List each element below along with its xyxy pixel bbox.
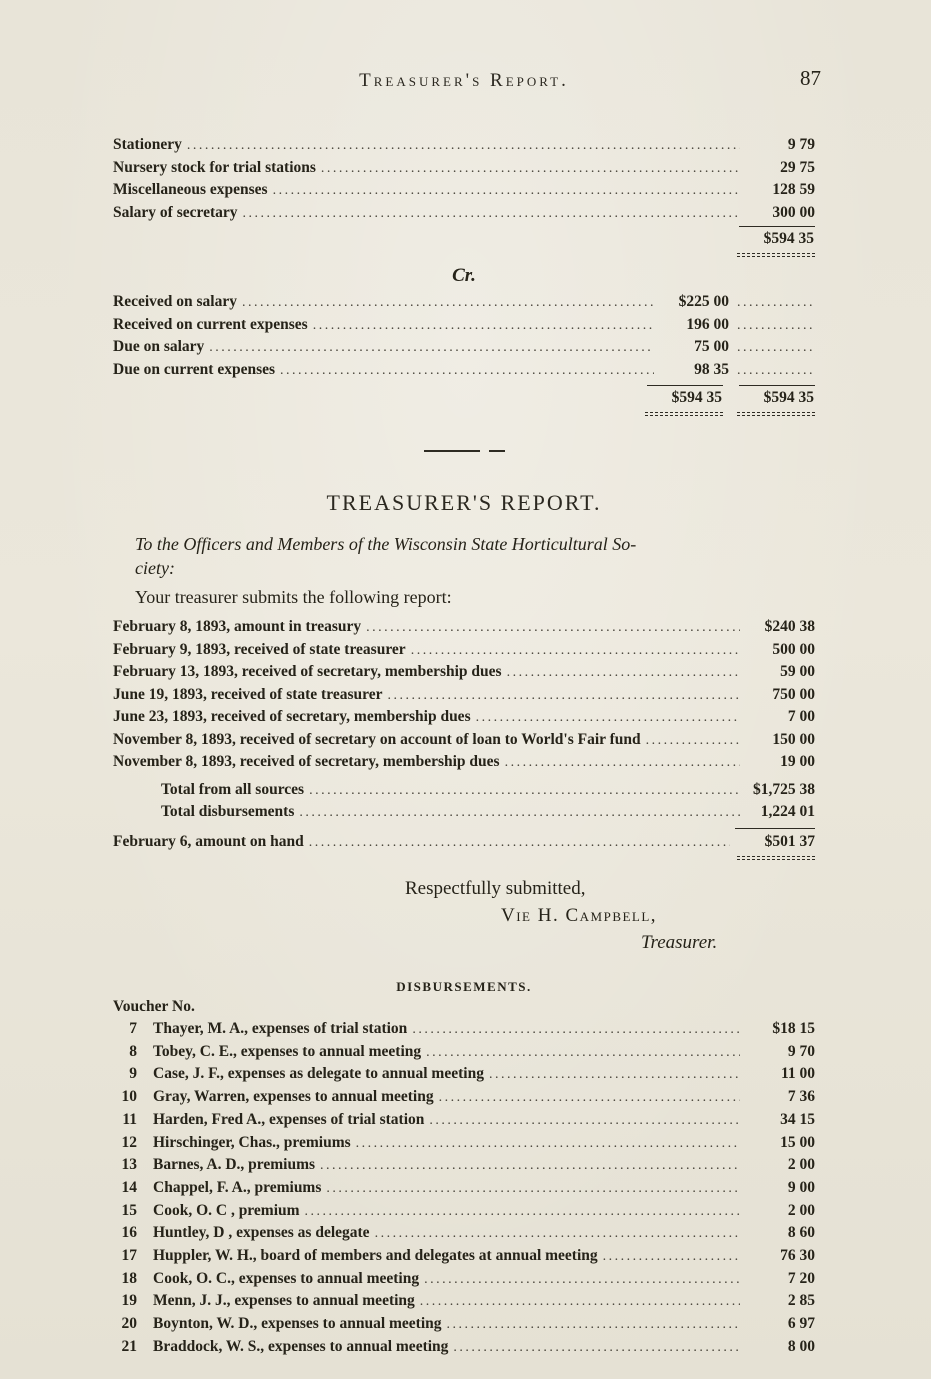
dot-leader [273,179,740,200]
disbursement-row [113,1336,815,1359]
entry-amount: 19 00 [780,753,815,770]
disbursement-row [113,1132,815,1155]
dot-leader [305,1200,740,1221]
dot-leader [242,291,654,312]
total-amount: $594 35 [739,385,815,409]
entry-amount: 500 00 [772,640,815,658]
voucher-number: 7 [129,1020,137,1037]
signature-name: Vie H. Campbell, [501,905,658,926]
entry-amount: $18 15 [772,1020,815,1037]
entry-label: February 8, 1893, amount in treasury [113,618,362,635]
salutation-line-1: To the Officers and Members of the Wisconsin State Horticultural So- [135,534,637,554]
dot-leader [453,1336,740,1357]
ledger-row [113,336,815,359]
entry-label: February 6, amount on hand [113,832,304,850]
dot-leader [299,801,740,822]
disbursement-row [113,1086,815,1109]
entry-label: Cook, O. C , premium [153,1201,300,1219]
disbursement-row [113,1313,815,1336]
entry-label: Due on current expenses [113,360,276,378]
entry-amount: 59 00 [780,663,815,680]
disbursement-row [113,1268,815,1291]
disbursement-row [113,1200,815,1223]
entry-label: Barnes, A. D., premiums [153,1156,316,1174]
page-number: 87 [800,66,821,90]
summary-row [113,801,815,824]
voucher-number: 17 [121,1247,137,1265]
entry-label: Case, J. F., expenses as delegate to annual meeting [153,1065,484,1083]
disbursements-ledger [113,1018,815,1359]
ledger-row [113,729,815,752]
ledger-row [113,616,815,639]
entry-label: Miscellaneous expenses [113,181,268,198]
entry-label: Gray, Warren, expenses to annual meeting [153,1088,434,1106]
dot-leader [187,134,740,155]
entry-label: February 13, 1893, received of secretary, membership dues [113,663,502,680]
balance-row [113,828,815,854]
ledger-row [113,661,815,684]
voucher-number: 12 [121,1133,137,1151]
entry-label: Boynton, W. D., expenses to annual meeting [153,1315,442,1333]
double-rule [737,253,815,257]
dot-leader [411,639,740,660]
dot-leader [320,1154,740,1175]
voucher-number: 18 [121,1269,137,1287]
balance-rule-wrap [113,853,815,860]
dot-leader-tail [737,291,815,312]
balance-row-wrap [113,828,815,861]
dot-leader [356,1132,740,1153]
entry-label: Thayer, M. A., expenses of trial station [153,1020,408,1037]
entry-label: Menn, J. J., expenses to annual meeting [153,1292,415,1310]
entry-label: Due on salary [113,338,205,355]
entry-amount: 29 75 [780,158,815,176]
dot-leader [326,1177,740,1198]
voucher-number: 11 [122,1110,137,1128]
entry-amount: 34 15 [780,1110,815,1128]
dot-leader [603,1245,740,1266]
entry-label: June 23, 1893, received of secretary, membership dues [113,708,471,725]
entry-amount: 9 70 [787,1042,815,1060]
dot-leader [387,684,740,705]
entry-label: Hirschinger, Chas., premiums [153,1133,351,1151]
entry-amount: $240 38 [764,618,815,635]
entry-amount: 7 36 [787,1088,815,1106]
summary-row [113,779,815,802]
voucher-number: 13 [121,1156,137,1174]
report-ledger [113,616,815,774]
credit-totals [113,385,815,416]
ledger-row [113,202,815,225]
disbursement-row [113,1109,815,1132]
expenses-total [113,226,815,257]
disbursement-row [113,1063,815,1086]
dot-leader [412,1018,740,1039]
entry-amount: 9 79 [787,136,815,153]
entry-amount: 196 00 [686,315,729,333]
section-divider [113,450,815,452]
voucher-number: 8 [129,1042,137,1060]
entry-amount: 15 00 [780,1133,815,1151]
ledger-row [113,157,815,180]
dot-leader-tail [737,314,815,335]
entry-amount: 11 00 [780,1065,815,1083]
dot-leader [280,359,654,380]
entry-amount: 300 00 [772,203,815,221]
ledger-row [113,134,815,157]
credit-ledger [113,291,815,381]
entry-label: Huppler, W. H., board of members and delegates at annual meeting [153,1247,598,1265]
voucher-number: 15 [121,1201,137,1219]
entry-amount: 128 59 [772,181,815,198]
entry-amount: 9 00 [787,1178,815,1196]
signature-submitted: Respectfully submitted, [405,878,586,899]
entry-label: Received on current expenses [113,315,308,333]
dot-leader [489,1063,740,1084]
dot-leader [375,1222,740,1243]
dot-leader [426,1041,740,1062]
entry-amount: 98 35 [694,360,729,378]
entry-label: Cook, O. C., expenses to annual meeting [153,1269,420,1287]
voucher-number: 20 [121,1315,137,1333]
entry-label: Harden, Fred A., expenses of trial station [153,1110,425,1128]
entry-amount: 8 60 [787,1224,815,1242]
entry-amount: 2 00 [787,1156,815,1174]
entry-amount: 75 00 [694,338,729,355]
entry-label: November 8, 1893, received of secretary, membership dues [113,753,500,770]
dot-leader [420,1290,740,1311]
disbursement-row [113,1041,815,1064]
disbursement-row [113,1177,815,1200]
dot-leader [209,336,654,357]
double-rule [645,412,723,416]
entry-label: Braddock, W. S., expenses to annual meeting [153,1337,449,1355]
credit-total-right [737,385,815,416]
divider-line-short [489,450,505,452]
dot-leader [505,751,740,772]
entry-label: Tobey, C. E., expenses to annual meeting [153,1042,422,1060]
credit-total-left [645,385,723,416]
ledger-row [113,751,815,774]
ledger-row [113,179,815,202]
entry-amount: 2 00 [787,1201,815,1219]
dot-leader [321,157,740,178]
running-title: Treasurer's Report. [359,70,569,91]
double-rule [737,856,815,860]
ledger-row [113,291,815,314]
total-amount: $594 35 [647,385,723,409]
dot-leader-tail [737,336,815,357]
entry-amount: $501 37 [735,828,815,854]
voucher-number: 16 [121,1224,137,1242]
entry-amount: $1,725 38 [753,780,815,798]
entry-label: Stationery [113,136,182,153]
entry-label: Huntley, D , expenses as delegate [153,1224,370,1242]
entry-label: Received on salary [113,293,237,310]
entry-amount: 1,224 01 [760,803,815,820]
disbursement-row [113,1290,815,1313]
signature-title: Treasurer. [641,932,718,953]
total-amount: $594 35 [739,226,815,250]
voucher-number: 21 [121,1337,137,1355]
voucher-number: 10 [121,1088,137,1106]
salutation-line-2: ciety: [135,558,175,578]
dot-leader [313,314,654,335]
voucher-number: 9 [129,1065,137,1083]
disbursements-heading: DISBURSEMENTS. [396,979,532,994]
entry-amount: 8 00 [787,1337,815,1355]
voucher-number: 14 [121,1178,137,1196]
dot-leader [447,1313,740,1334]
dot-leader [476,706,740,727]
credit-heading: Cr. [452,265,476,286]
double-rule [737,412,815,416]
entry-amount: 6 97 [787,1315,815,1333]
dot-leader [424,1268,740,1289]
divider-line-long [424,450,480,452]
entry-amount: 150 00 [772,730,815,748]
entry-label: Salary of secretary [113,203,238,221]
ledger-row [113,359,815,382]
dot-leader [429,1109,740,1130]
disbursement-row [113,1018,815,1041]
report-summary [113,779,815,824]
entry-label: Nursery stock for trial stations [113,158,316,176]
ledger-row [113,639,815,662]
entry-amount: 2 85 [787,1292,815,1310]
entry-label: Total from all sources [161,780,305,798]
disbursement-row [113,1222,815,1245]
report-intro: Your treasurer submits the following report: [135,587,452,607]
disbursement-row [113,1154,815,1177]
dot-leader [507,661,740,682]
ledger-row [113,684,815,707]
entry-amount: 7 20 [787,1269,815,1287]
entry-amount: 76 30 [780,1247,815,1265]
salutation [113,532,815,580]
entry-label: February 9, 1893, received of state treasurer [113,640,406,658]
running-head [113,66,821,96]
entry-label: Chappel, F. A., premiums [153,1178,322,1196]
voucher-number: 19 [121,1292,137,1310]
report-title: TREASURER'S REPORT. [326,490,602,515]
expenses-ledger [113,134,815,224]
dot-leader [243,202,740,223]
entry-label: June 19, 1893, received of state treasurer [113,685,383,703]
entry-amount: 7 00 [787,708,815,725]
disbursement-row [113,1245,815,1268]
dot-leader [439,1086,740,1107]
dot-leader [366,616,740,637]
ledger-row [113,706,815,729]
entry-amount: 750 00 [772,685,815,703]
dot-leader [309,779,740,800]
entry-label: November 8, 1893, received of secretary on account of loan to World's Fair fund [113,730,641,748]
dot-leader [309,831,730,852]
ledger-row [113,314,815,337]
voucher-column-label: Voucher No. [113,998,195,1015]
dot-leader [646,729,740,750]
entry-amount: $225 00 [678,293,729,310]
dot-leader-tail [737,359,815,380]
entry-label: Total disbursements [161,803,295,820]
